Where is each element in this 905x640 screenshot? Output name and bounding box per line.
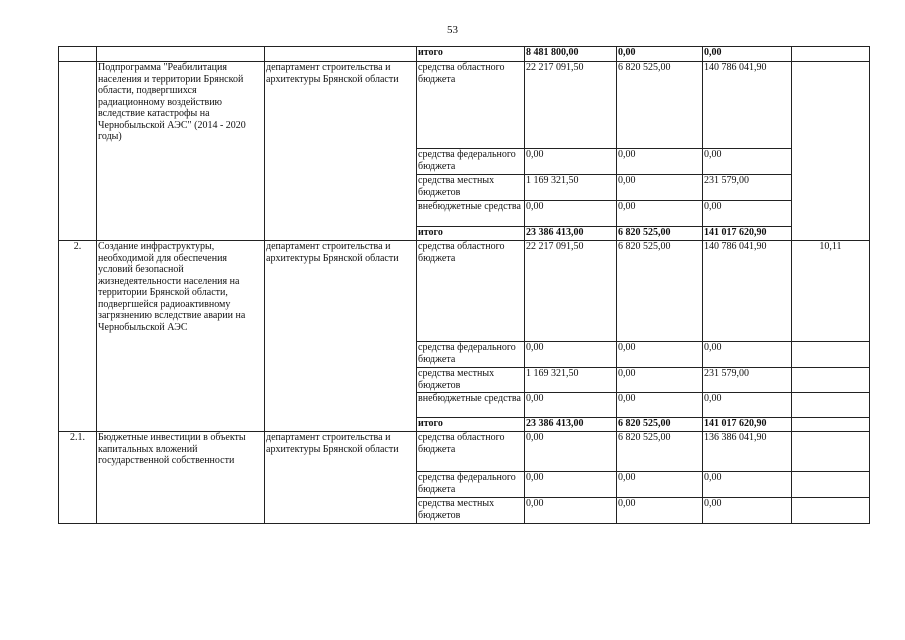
- source-label: средства федерального бюджета: [417, 342, 525, 368]
- amount-cell: 6 820 525,00: [617, 418, 703, 432]
- cell-empty: [59, 62, 97, 241]
- amount-cell: 136 386 041,90: [703, 432, 792, 472]
- source-label: итого: [417, 227, 525, 241]
- amount-cell: 6 820 525,00: [617, 227, 703, 241]
- source-label: средства областного бюджета: [417, 241, 525, 342]
- item-name: Бюджетные инвестиции в объекты капитальных вложений государственной собственности: [97, 432, 265, 524]
- cell-empty: [792, 432, 870, 472]
- amount-cell: 0,00: [617, 342, 703, 368]
- amount-cell: 1 169 321,50: [525, 368, 617, 393]
- amount-cell: 22 217 091,50: [525, 62, 617, 149]
- amount-cell: 1 169 321,50: [525, 175, 617, 201]
- source-label: средства местных бюджетов: [417, 175, 525, 201]
- source-label: средства областного бюджета: [417, 62, 525, 149]
- source-label: средства федерального бюджета: [417, 472, 525, 498]
- amount-cell: 23 386 413,00: [525, 418, 617, 432]
- table-row-subprogram: [59, 62, 870, 149]
- item-number: 2.: [59, 241, 97, 432]
- source-label: внебюджетные средства: [417, 201, 525, 227]
- item-name: Создание инфраструктуры, необходимой для обеспечения условий безопасной жизнедеятельности населения на территории Брянской области, подвергшейся радиоактивному загрязнению вследствие аварии на Чернобыльской АЭС: [97, 241, 265, 432]
- amount-cell: 0,00: [617, 498, 703, 524]
- cell-empty: [792, 62, 870, 241]
- amount-cell: 0,00: [617, 149, 703, 175]
- amount-cell: 0,00: [525, 472, 617, 498]
- amount-cell: 141 017 620,90: [703, 418, 792, 432]
- amount-cell: 0,00: [703, 47, 792, 62]
- cell-empty: [792, 393, 870, 418]
- amount-cell: 0,00: [617, 47, 703, 62]
- source-label: итого: [417, 47, 525, 62]
- source-label: итого: [417, 418, 525, 432]
- executor-cell: департамент строительства и архитектуры Брянской области: [265, 241, 417, 432]
- cell-empty: [792, 498, 870, 524]
- amount-cell: 0,00: [617, 368, 703, 393]
- amount-cell: 6 820 525,00: [617, 241, 703, 342]
- indicator-cell: 10,11: [792, 241, 870, 342]
- amount-cell: 0,00: [703, 472, 792, 498]
- amount-cell: 0,00: [617, 393, 703, 418]
- amount-cell: 0,00: [703, 342, 792, 368]
- source-label: средства областного бюджета: [417, 432, 525, 472]
- amount-cell: 6 820 525,00: [617, 432, 703, 472]
- amount-cell: 8 481 800,00: [525, 47, 617, 62]
- source-label: средства федерального бюджета: [417, 149, 525, 175]
- table-row-item-2-1: [59, 432, 870, 472]
- page-number: 53: [447, 24, 458, 36]
- amount-cell: 140 786 041,90: [703, 241, 792, 342]
- amount-cell: 6 820 525,00: [617, 62, 703, 149]
- amount-cell: 231 579,00: [703, 175, 792, 201]
- amount-cell: 0,00: [525, 342, 617, 368]
- amount-cell: 0,00: [525, 498, 617, 524]
- amount-cell: 0,00: [525, 149, 617, 175]
- table-row-top-total: [59, 47, 870, 62]
- amount-cell: 0,00: [617, 201, 703, 227]
- executor-cell: департамент строительства и архитектуры Брянской области: [265, 432, 417, 524]
- amount-cell: 0,00: [525, 432, 617, 472]
- source-label: внебюджетные средства: [417, 393, 525, 418]
- cell-empty: [792, 47, 870, 62]
- item-number: 2.1.: [59, 432, 97, 524]
- executor-cell: департамент строительства и архитектуры Брянской области: [265, 62, 417, 241]
- subprogram-name: Подпрограмма "Реабилитация населения и территории Брянской области, подвергшихся радиационному воздействию вследствие катастрофы на Чернобыльской АЭС" (2014 - 2020 годы): [97, 62, 265, 241]
- amount-cell: 23 386 413,00: [525, 227, 617, 241]
- cell-empty: [792, 342, 870, 368]
- amount-cell: 0,00: [617, 175, 703, 201]
- amount-cell: 0,00: [703, 201, 792, 227]
- amount-cell: 0,00: [703, 393, 792, 418]
- cell-empty: [97, 47, 265, 62]
- table-row-item-2: [59, 241, 870, 342]
- cell-empty: [59, 47, 97, 62]
- amount-cell: 0,00: [703, 149, 792, 175]
- cell-empty: [792, 472, 870, 498]
- amount-cell: 141 017 620,90: [703, 227, 792, 241]
- source-label: средства местных бюджетов: [417, 368, 525, 393]
- amount-cell: 0,00: [703, 498, 792, 524]
- budget-table: [58, 46, 870, 524]
- amount-cell: 140 786 041,90: [703, 62, 792, 149]
- cell-empty: [265, 47, 417, 62]
- amount-cell: 231 579,00: [703, 368, 792, 393]
- amount-cell: 0,00: [525, 393, 617, 418]
- source-label: средства местных бюджетов: [417, 498, 525, 524]
- cell-empty: [792, 418, 870, 432]
- amount-cell: 0,00: [525, 201, 617, 227]
- cell-empty: [792, 368, 870, 393]
- amount-cell: 22 217 091,50: [525, 241, 617, 342]
- amount-cell: 0,00: [617, 472, 703, 498]
